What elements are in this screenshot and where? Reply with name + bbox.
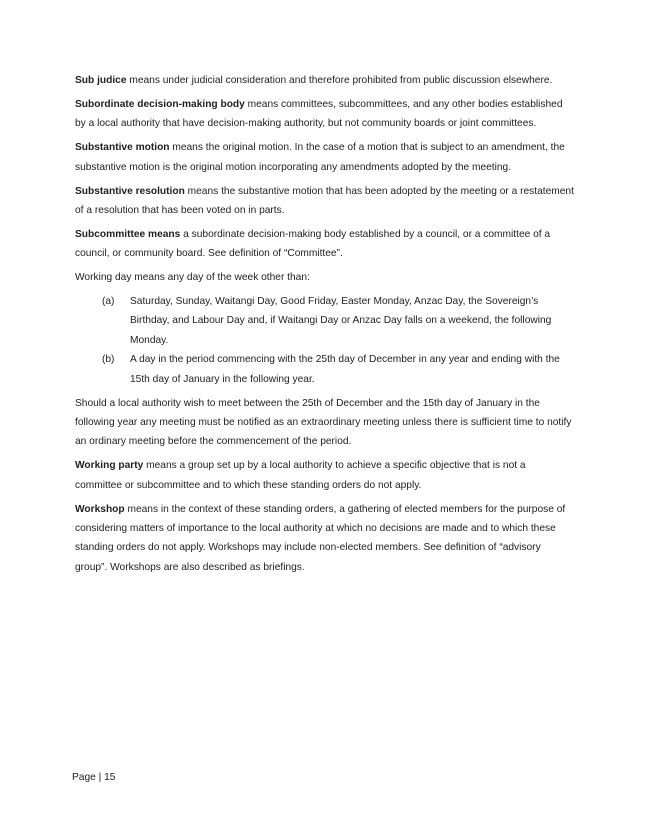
text-run: means under judicial consideration and therefore prohibited from public discussion elsewhere. <box>126 75 553 86</box>
defined-term: Subordinate decision-making body <box>75 98 245 110</box>
list-item <box>75 292 575 350</box>
paragraph <box>75 500 575 578</box>
defined-term: Subcommittee means <box>75 228 181 240</box>
list-marker: (a) <box>102 296 115 308</box>
document-body <box>75 71 575 582</box>
text-run: Should a local authority wish to meet between the 25th of December and the 15th day of January in the following year any meeting must be notified as an extraordinary meeting unless there is sufficient time to notify an ordinary meeting before the commencement of the period. <box>75 397 572 448</box>
list-item-text <box>130 292 575 350</box>
text-run: means a group set up by a local authority to achieve a specific objective that is not a committee or subcommittee and to which these standing orders do not apply. <box>75 460 526 491</box>
paragraph <box>75 225 575 264</box>
defined-term: Working party <box>75 460 144 472</box>
list-item-text <box>130 350 575 389</box>
text-run: means the original motion. In the case of a motion that is subject to an amendment, the substantive motion is the original motion incorporating any amendments adopted by the meeting. <box>75 142 565 173</box>
paragraph <box>75 268 575 287</box>
text-run: Saturday, Sunday, Waitangi Day, Good Friday, Easter Monday, Anzac Day, the Sovereign’s Birthday, and Labour Day and, if Waitangi Day or Anzac Day falls on a weekend, the following Monday. <box>130 296 552 346</box>
defined-term: Substantive motion <box>75 142 170 154</box>
paragraph <box>75 71 575 90</box>
defined-term: Workshop <box>75 503 125 515</box>
text-run: means the substantive motion that has been adopted by the meeting or a restatement of a resolution that has been voted on in parts. <box>75 185 574 216</box>
paragraph <box>75 456 575 495</box>
paragraph <box>75 182 575 221</box>
defined-term: Sub judice <box>75 75 127 86</box>
paragraph <box>75 95 575 134</box>
page-number: Page | 15 <box>72 772 116 783</box>
text-run: means in the context of these standing orders, a gathering of elected members for the purpose of considering matters of importance to the local authority at which no decisions are made and to which these standing orders do not apply. Workshops may include non-elected members. See definition of “advisory group”. Workshops are also described as briefings. <box>75 503 566 573</box>
paragraph <box>75 138 575 177</box>
text-run: a subordinate decision-making body established by a council, or a committee of a council, or community board. See definition of “Committee”. <box>75 228 551 260</box>
text-run: Working day means any day of the week other than: <box>75 272 310 284</box>
paragraph <box>75 394 575 452</box>
text-run: means committees, subcommittees, and any other bodies established by a local authority that have decision-making authority, but not community boards or joint committees. <box>75 98 563 130</box>
list-marker: (b) <box>102 354 115 366</box>
list-item <box>75 350 575 389</box>
text-run: A day in the period commencing with the 25th day of December in any year and ending with the 15th day of January in the following year. <box>130 354 560 385</box>
defined-term: Substantive resolution <box>75 185 185 197</box>
